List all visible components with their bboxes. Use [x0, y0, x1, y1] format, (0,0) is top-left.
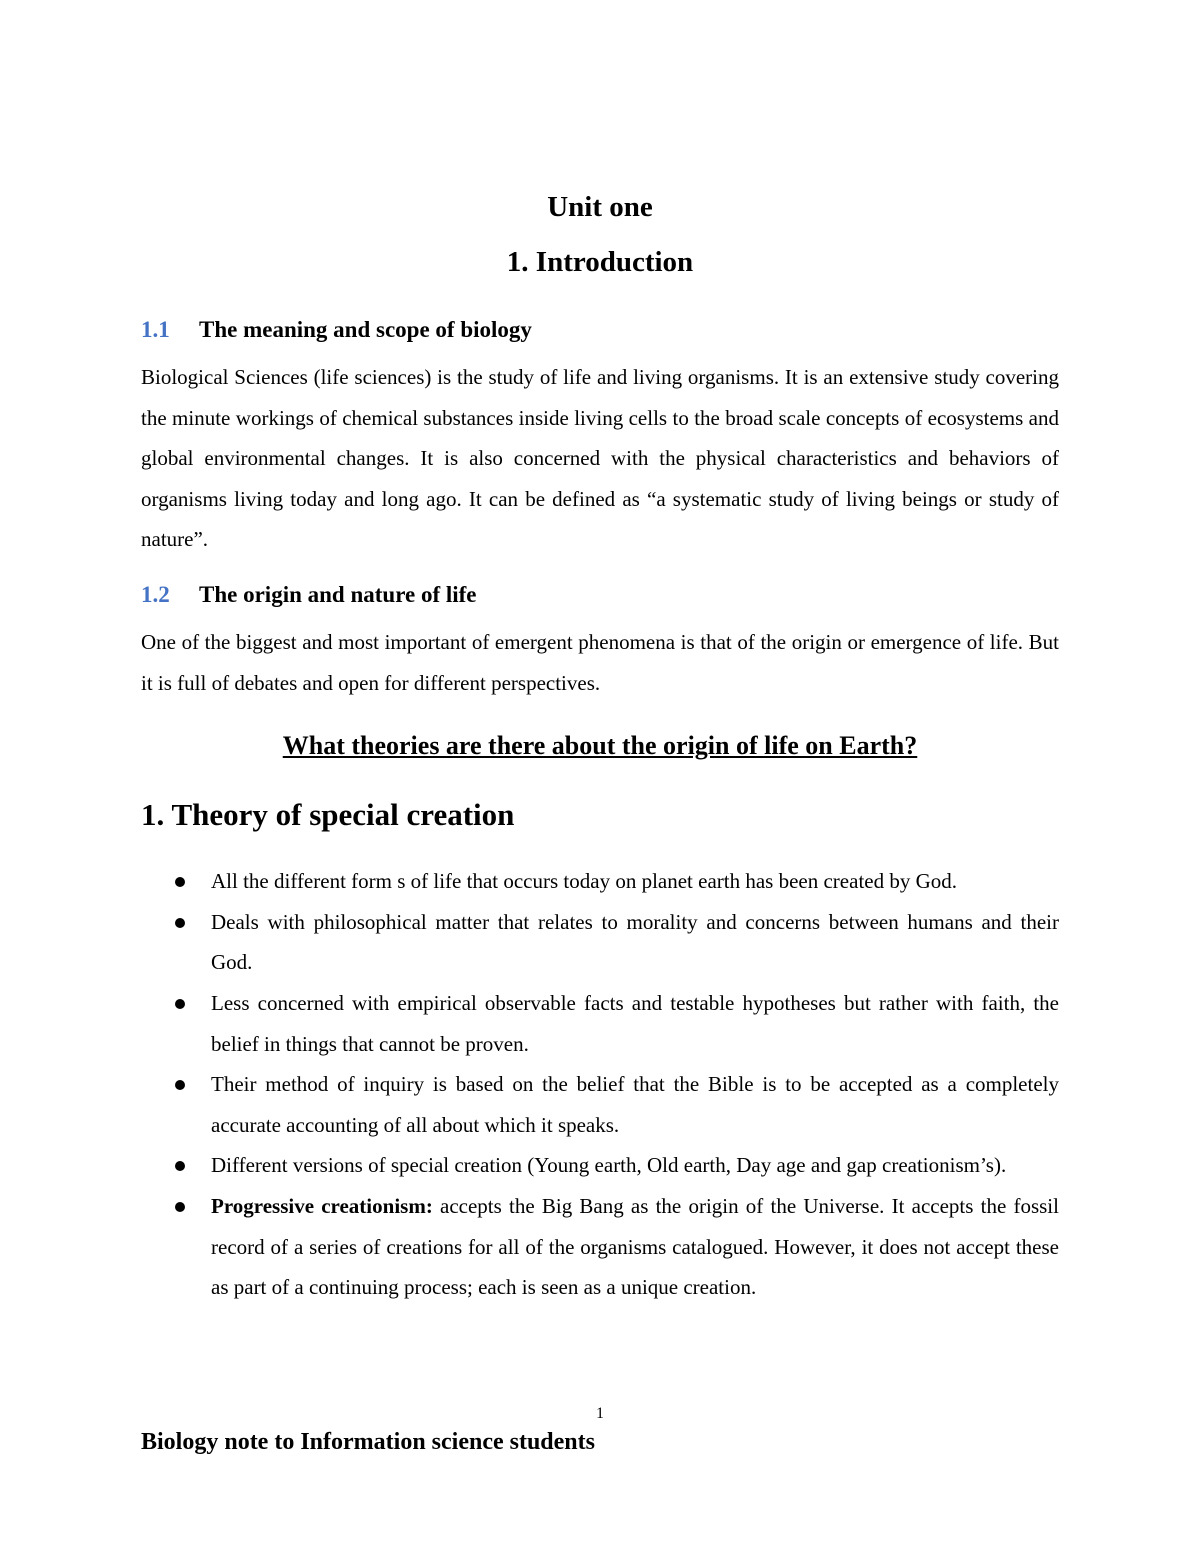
- list-item: [141, 1064, 1059, 1145]
- bullet-text: accepts the Big Bang as the origin of the Universe. It accepts the fossil record of a series of creations for all of the organisms catalogued. However, it does not accept these as part of a continuing process; each is seen as a unique creation.: [211, 1193, 1059, 1300]
- bullet-icon: [175, 1202, 185, 1212]
- section-paragraph: Biological Sciences (life sciences) is the study of life and living organisms. It is an extensive study covering the minute workings of chemical substances inside living cells to the broad scale concepts of ecosystems and global environmental changes. It is also concerned with the physical characteristics and behaviors of organisms living today and long ago. It can be defined as “a systematic study of living beings or study of nature”.: [141, 365, 1059, 552]
- bullet-text: Deals with philosophical matter that relates to morality and concerns between humans and their God.: [211, 909, 1059, 975]
- bullet-icon: [175, 877, 185, 887]
- list-item: [141, 1186, 1059, 1308]
- section-paragraph: One of the biggest and most important of emergent phenomena is that of the origin or emergence of life. But it is full of debates and open for different perspectives.: [141, 629, 1059, 695]
- bullet-text: Their method of inquiry is based on the belief that the Bible is to be accepted as a completely accurate accounting of all about which it speaks.: [211, 1072, 1059, 1137]
- bullet-bold-text: Progressive creationism:: [211, 1193, 433, 1218]
- list-item: [141, 902, 1059, 983]
- section-number: 1.1: [141, 317, 170, 342]
- unit-title: Unit one: [547, 191, 653, 223]
- list-item: [141, 983, 1059, 1064]
- page-content: [141, 188, 1059, 1308]
- section-number: 1.2: [141, 581, 170, 607]
- bullet-text: Different versions of special creation (Young earth, Old earth, Day age and gap creationism’s).: [211, 1153, 1007, 1178]
- theory-heading: 1. Theory of special creation: [141, 797, 515, 833]
- section-heading-1-1: [141, 315, 1059, 345]
- bullet-icon: [175, 999, 185, 1009]
- bullet-text: All the different form s of life that occurs today on planet earth has been created by God.: [211, 869, 958, 894]
- list-item: [141, 861, 1059, 902]
- question-heading: What theories are there about the origin of life on Earth?: [282, 731, 918, 761]
- bullet-icon: [175, 918, 185, 928]
- bullet-icon: [175, 1161, 185, 1171]
- page-footer: Biology note to Information science students: [141, 1429, 595, 1455]
- section-heading-text: The meaning and scope of biology: [199, 317, 532, 342]
- section-heading-text: The origin and nature of life: [199, 581, 477, 607]
- bullet-text: Less concerned with empirical observable facts and testable hypotheses but rather with faith, the belief in things that cannot be proven.: [211, 990, 1059, 1056]
- chapter-title: 1. Introduction: [506, 246, 694, 278]
- bullet-icon: [175, 1080, 185, 1090]
- theory-bullet-list: [141, 861, 1059, 1308]
- list-item: [141, 1145, 1059, 1186]
- section-heading-1-2: [141, 580, 1059, 610]
- page-number: 1: [596, 1405, 604, 1422]
